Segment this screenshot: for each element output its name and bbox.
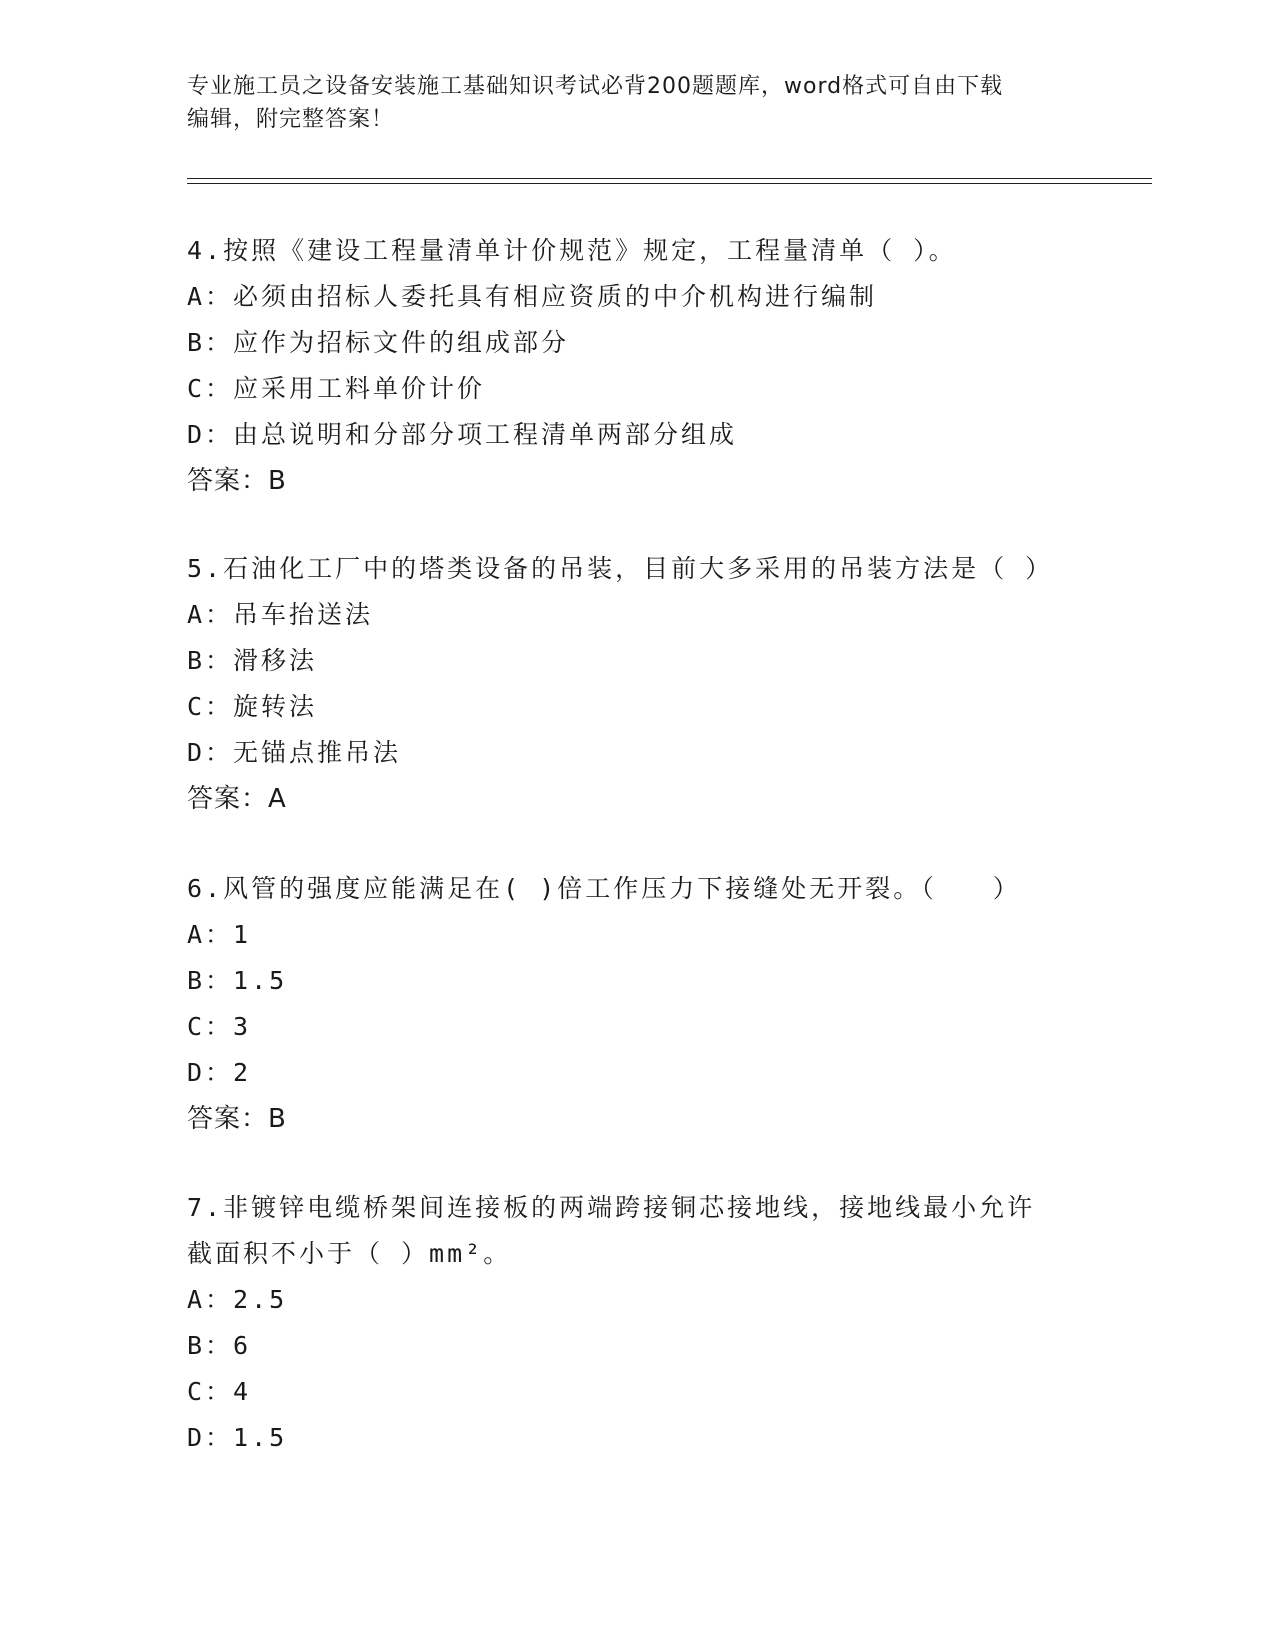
question-stem: 6.风管的强度应能满足在( )倍工作压力下接缝处无开裂。（ ）	[187, 874, 1021, 903]
option-b: B：1.5	[187, 966, 288, 995]
question-4	[187, 228, 1067, 504]
header-line-1: 专业施工员之设备安装施工基础知识考试必背200题题库，word格式可自由下载	[187, 74, 1004, 99]
header-divider-top	[187, 178, 1152, 179]
question-stem: 4.按照《建设工程量清单计价规范》规定，工程量清单（ ）。	[187, 236, 957, 265]
option-b: B：滑移法	[187, 646, 318, 675]
document-header	[187, 70, 1087, 136]
option-c: C：旋转法	[187, 692, 318, 721]
answer-label: 答案：B	[187, 466, 287, 496]
answer-label: 答案：B	[187, 1104, 287, 1134]
question-stem-line-1: 7.非镀锌电缆桥架间连接板的两端跨接铜芯接地线，接地线最小允许	[187, 1193, 1036, 1222]
option-d: D：2	[187, 1058, 252, 1087]
question-6	[187, 866, 1067, 1142]
option-d: D：1.5	[187, 1423, 288, 1452]
option-b: B：应作为招标文件的组成部分	[187, 328, 570, 357]
question-7	[187, 1185, 1067, 1461]
option-c: C：应采用工料单价计价	[187, 374, 486, 403]
question-stem: 5.石油化工厂中的塔类设备的吊装，目前大多采用的吊装方法是（ ）	[187, 554, 1054, 583]
option-a: A：1	[187, 920, 252, 949]
option-c: C：3	[187, 1012, 252, 1041]
header-divider-bottom	[187, 183, 1152, 184]
option-a: A：吊车抬送法	[187, 600, 374, 629]
question-5	[187, 546, 1067, 822]
option-a: A：必须由招标人委托具有相应资质的中介机构进行编制	[187, 282, 878, 311]
header-line-2: 编辑，附完整答案！	[187, 107, 395, 132]
option-a: A：2.5	[187, 1285, 288, 1314]
answer-label: 答案：A	[187, 784, 287, 814]
option-d: D：无锚点推吊法	[187, 738, 402, 767]
option-c: C：4	[187, 1377, 252, 1406]
option-b: B：6	[187, 1331, 252, 1360]
option-d: D：由总说明和分部分项工程清单两部分组成	[187, 420, 738, 449]
question-stem-line-2: 截面积不小于（ ）mm²。	[187, 1239, 512, 1268]
